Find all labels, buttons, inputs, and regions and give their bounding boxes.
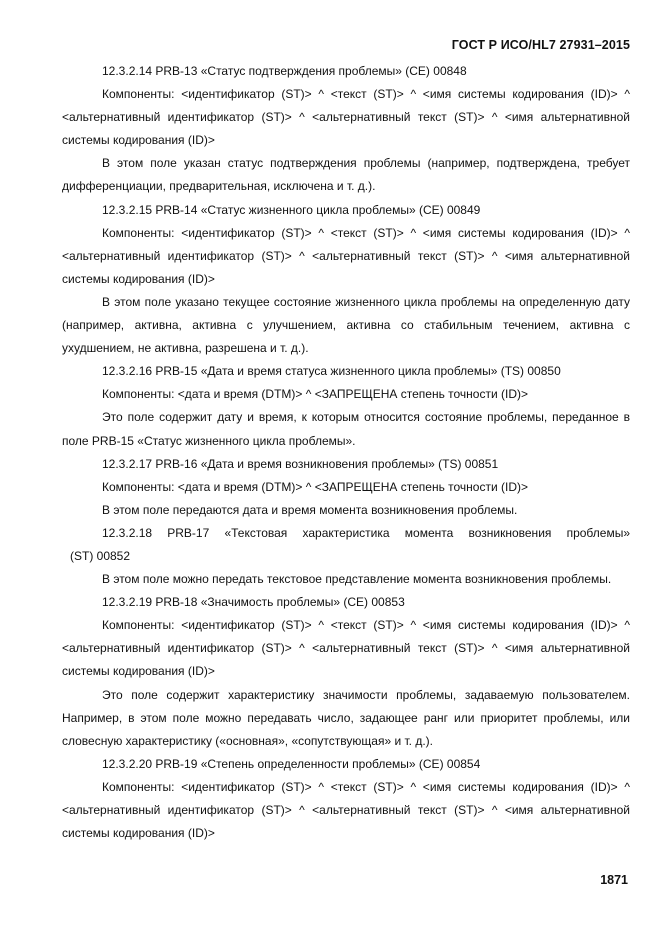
section-heading-12-3-2-18: 12.3.2.18 PRB-17 «Текстовая характеристика момента возникновения проблемы»: [102, 525, 630, 540]
paragraph-description: Это поле содержит характеристику значимости проблемы, задаваемую пользователем. Например, в этом поле можно передавать число, задающее ранг или приоритет проблемы, или словесную характеристику («основная», «сопутствующая» и т. д.).: [62, 687, 630, 748]
paragraph-components: Компоненты: <идентификатор (ST)> ^ <текст (ST)> ^ <имя системы кодирования (ID)> ^ <альтернативный идентификатор (ST)> ^ <альтернативный текст (ST)> ^ <имя альтернативной системы кодирования (ID)>: [62, 87, 630, 148]
paragraph-description: В этом поле указан статус подтверждения проблемы (например, подтверждена, требует дифференциации, предварительная, исключена и т. д.).: [62, 156, 630, 194]
section-heading-12-3-2-18-continuation: (ST) 00852: [70, 548, 131, 563]
section-heading-12-3-2-19: 12.3.2.19 PRB-18 «Значимость проблемы» (CE) 00853: [102, 595, 405, 610]
section-heading-12-3-2-20: 12.3.2.20 PRB-19 «Степень определенности проблемы» (CE) 00854: [102, 756, 481, 771]
standard-header: ГОСТ Р ИСО/HL7 27931–2015: [451, 38, 630, 52]
paragraph-components: Компоненты: <дата и время (DTM)> ^ <ЗАПРЕЩЕНА степень точности (ID)>: [102, 387, 529, 402]
section-heading-12-3-2-15: 12.3.2.15 PRB-14 «Статус жизненного цикла проблемы» (CE) 00849: [102, 202, 481, 217]
paragraph-description: В этом поле можно передать текстовое представление момента возникновения проблемы.: [102, 572, 612, 587]
paragraph-description: В этом поле передаются дата и время момента возникновения проблемы.: [102, 502, 518, 517]
paragraph-components: Компоненты: <дата и время (DTM)> ^ <ЗАПРЕЩЕНА степень точности (ID)>: [102, 479, 529, 494]
paragraph-components: Компоненты: <идентификатор (ST)> ^ <текст (ST)> ^ <имя системы кодирования (ID)> ^ <альтернативный идентификатор (ST)> ^ <альтернативный текст (ST)> ^ <имя альтернативной системы кодирования (ID)>: [62, 618, 630, 679]
page-number: 1871: [600, 873, 628, 887]
document-body: [62, 60, 630, 845]
paragraph-description: В этом поле указано текущее состояние жизненного цикла проблемы на определенную дату (например, активна, активна с улучшением, активна со стабильным течением, активна с ухудшением, не активна, разрешена и т. д.).: [62, 294, 630, 356]
section-heading-12-3-2-14: 12.3.2.14 PRB-13 «Статус подтверждения проблемы» (CE) 00848: [102, 64, 467, 78]
paragraph-components: Компоненты: <идентификатор (ST)> ^ <текст (ST)> ^ <имя системы кодирования (ID)> ^ <альтернативный идентификатор (ST)> ^ <альтернативный текст (ST)> ^ <имя альтернативной системы кодирования (ID)>: [62, 225, 630, 286]
section-heading-12-3-2-16: 12.3.2.16 PRB-15 «Дата и время статуса жизненного цикла проблемы» (TS) 00850: [102, 364, 561, 379]
paragraph-description: Это поле содержит дату и время, к которым относится состояние проблемы, переданное в поле PRB-15 «Статус жизненного цикла проблемы».: [62, 410, 630, 448]
section-heading-12-3-2-17: 12.3.2.17 PRB-16 «Дата и время возникновения проблемы» (TS) 00851: [102, 456, 499, 471]
paragraph-components: Компоненты: <идентификатор (ST)> ^ <текст (ST)> ^ <имя системы кодирования (ID)> ^ <альтернативный идентификатор (ST)> ^ <альтернативный текст (ST)> ^ <имя альтернативной системы кодирования (ID)>: [62, 779, 630, 841]
